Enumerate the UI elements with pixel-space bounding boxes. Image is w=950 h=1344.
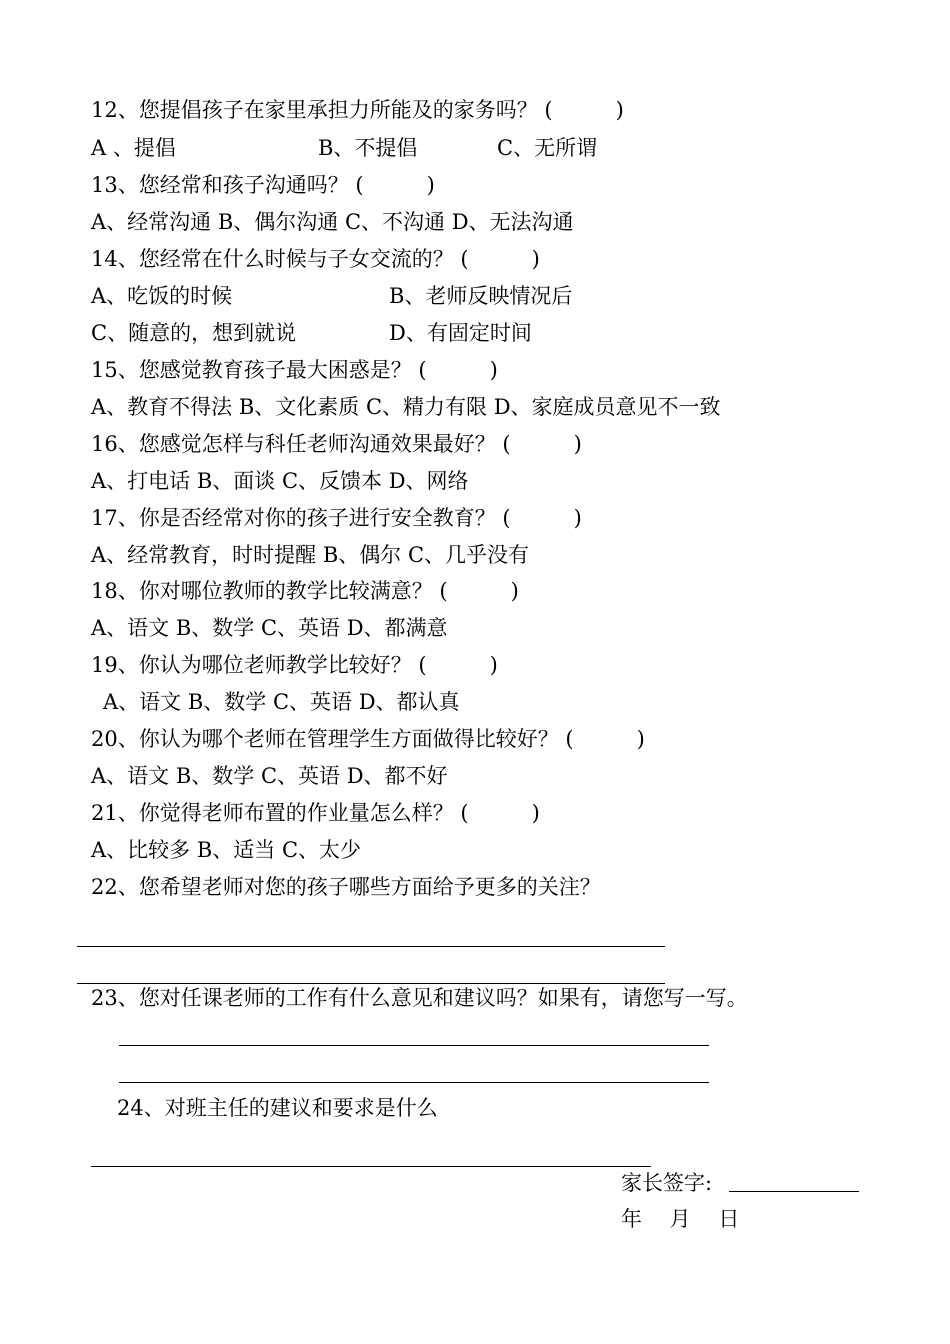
q17-options: A、经常教育，时时提醒 B、偶尔 C、几乎没有 [91,543,530,567]
q20-options: A、语文 B、数学 C、英语 D、都不好 [91,764,448,788]
q15-options: A、教育不得法 B、文化素质 C、精力有限 D、家庭成员意见不一致 [91,395,721,419]
q19-options: A、语文 B、数学 C、英语 D、都认真 [103,690,460,714]
question-14: 14、您经常在什么时候与子女交流的？ ( ) [91,247,540,271]
q14-option-b: B、老师反映情况后 [389,284,573,308]
q13-options: A、经常沟通 B、偶尔沟通 C、不沟通 D、无法沟通 [91,210,574,234]
q16-options: A、打电话 B、面谈 C、反馈本 D、网络 [91,469,469,493]
q12-option-a: A 、提倡 [91,136,176,160]
answer-line-22b [77,983,665,984]
q14-option-d: D、有固定时间 [389,321,532,345]
q14-option-a: A、吃饭的时候 [91,284,233,308]
question-12: 12、您提倡孩子在家里承担力所能及的家务吗？ ( ) [91,98,624,122]
question-15: 15、您感觉教育孩子最大困惑是？ ( ) [91,358,498,382]
parent-signature-label: 家长签字: [621,1171,713,1195]
q12-option-b: B、不提倡 [318,136,418,160]
q21-options: A、比较多 B、适当 C、太少 [91,838,362,862]
question-18: 18、你对哪位教师的教学比较满意？ ( ) [91,579,519,603]
question-16: 16、您感觉怎样与科任老师沟通效果最好？ ( ) [91,432,582,456]
q18-options: A、语文 B、数学 C、英语 D、都满意 [91,616,448,640]
question-19: 19、你认为哪位老师教学比较好？ ( ) [91,653,498,677]
question-23: 23、您对任课老师的工作有什么意见和建议吗？如果有，请您写一写。 [91,986,748,1010]
question-22: 22、您希望老师对您的孩子哪些方面给予更多的关注？ [91,875,601,899]
question-13: 13、您经常和孩子沟通吗？ ( ) [91,173,435,197]
answer-line-23b [119,1082,709,1083]
signature-date: 年 月 日 [621,1207,740,1231]
answer-line-23a [119,1045,709,1046]
question-20: 20、你认为哪个老师在管理学生方面做得比较好？ ( ) [91,727,645,751]
answer-line-22a [77,946,665,947]
signature-line[interactable] [729,1191,859,1192]
q12-option-c: C、无所谓 [497,136,598,160]
q14-option-c: C、随意的，想到就说 [91,321,297,345]
answer-line-24 [91,1166,651,1167]
question-17: 17、你是否经常对你的孩子进行安全教育？ ( ) [91,506,582,530]
question-24: 24、对班主任的建议和要求是什么 [117,1096,438,1120]
question-21: 21、你觉得老师布置的作业量怎么样？ ( ) [91,801,540,825]
